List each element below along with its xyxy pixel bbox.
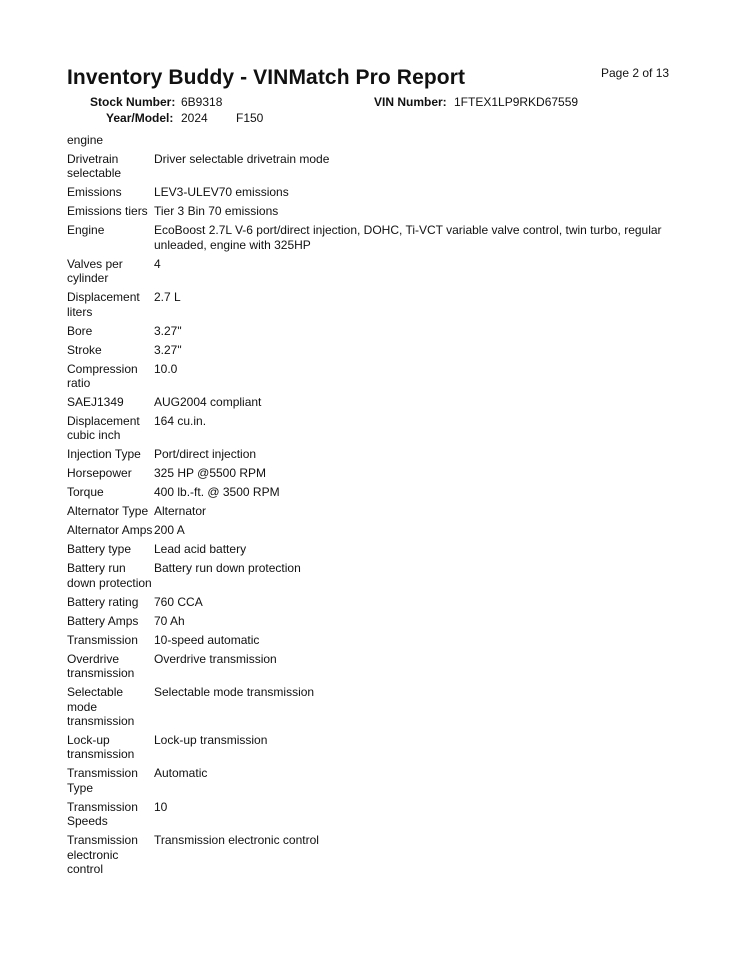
model-value: F150 xyxy=(236,111,264,125)
spec-label: Emissions xyxy=(67,185,122,200)
spec-value xyxy=(154,133,677,147)
spec-label: Battery rating xyxy=(67,594,139,609)
spec-label: Bore xyxy=(67,323,93,338)
spec-label: Displacement cubic inch xyxy=(67,414,140,443)
spec-label: Torque xyxy=(67,485,104,500)
spec-value: EcoBoost 2.7L V-6 port/direct injection, DOHC, Ti-VCT variable valve control, twin turbo, regular unleaded, engine with 325HP xyxy=(154,223,662,252)
spec-value: Lead acid battery xyxy=(154,542,247,557)
spec-value: 10 xyxy=(154,799,168,814)
spec-value: 760 CCA xyxy=(154,594,203,609)
page-number: Page 2 of 13 xyxy=(601,66,670,80)
spec-value: Transmission electronic control xyxy=(154,833,319,848)
spec-row xyxy=(67,542,677,556)
spec-label: engine xyxy=(67,133,104,147)
spec-value: 164 cu.in. xyxy=(154,414,207,429)
vin-label: VIN Number: xyxy=(374,95,447,109)
spec-label: Alternator Type xyxy=(67,504,149,519)
spec-label: Horsepower xyxy=(67,466,132,481)
spec-value: AUG2004 compliant xyxy=(154,395,262,410)
spec-row xyxy=(67,133,677,147)
spec-label: Drivetrain selectable xyxy=(67,152,122,181)
stock-number-value: 6B9318 xyxy=(181,95,223,109)
spec-label: Battery run down protection xyxy=(67,561,152,590)
spec-label: Transmission Speeds xyxy=(67,799,138,829)
spec-label: Compression ratio xyxy=(67,361,138,391)
spec-label: Valves per cylinder xyxy=(67,256,123,286)
spec-row xyxy=(67,362,677,391)
spec-label: Lock-up transmission xyxy=(67,733,135,762)
year-model-label: Year/Model: xyxy=(106,111,174,125)
spec-label: Alternator Amps xyxy=(67,523,153,538)
spec-label: Battery Amps xyxy=(67,613,139,628)
spec-row xyxy=(67,257,677,286)
spec-row xyxy=(67,523,677,537)
spec-value: 10.0 xyxy=(154,361,178,376)
spec-row xyxy=(67,561,677,590)
spec-row xyxy=(67,466,677,480)
spec-label: Displacement liters xyxy=(67,290,140,319)
spec-label: Engine xyxy=(67,223,105,238)
spec-row xyxy=(67,633,677,647)
spec-value: 70 Ah xyxy=(154,613,185,628)
spec-value: 2.7 L xyxy=(154,290,181,305)
spec-value: Tier 3 Bin 70 emissions xyxy=(154,204,279,219)
spec-value: Lock-up transmission xyxy=(154,733,268,748)
spec-value: Overdrive transmission xyxy=(154,651,277,666)
spec-row xyxy=(67,290,677,319)
spec-row xyxy=(67,766,677,795)
vin-value: 1FTEX1LP9RKD67559 xyxy=(454,95,579,109)
spec-row xyxy=(67,733,677,762)
report-title: Inventory Buddy - VINMatch Pro Report xyxy=(67,66,466,89)
spec-row xyxy=(67,395,677,409)
spec-label: Selectable mode transmission xyxy=(67,685,135,729)
spec-value: 10-speed automatic xyxy=(154,632,260,647)
spec-row xyxy=(67,652,677,681)
spec-label: SAEJ1349 xyxy=(67,395,124,410)
spec-value: 400 lb.-ft. @ 3500 RPM xyxy=(154,485,280,500)
spec-value: Selectable mode transmission xyxy=(154,685,315,700)
spec-row xyxy=(67,685,677,728)
spec-row xyxy=(67,204,677,218)
spec-label: Stroke xyxy=(67,342,102,357)
spec-label: Transmission Type xyxy=(67,766,138,795)
spec-list xyxy=(67,133,677,881)
spec-value: 3.27" xyxy=(154,342,182,357)
spec-value: Port/direct injection xyxy=(154,447,257,462)
spec-row xyxy=(67,343,677,357)
year-value: 2024 xyxy=(181,111,208,125)
spec-value: Alternator xyxy=(154,504,207,519)
spec-row xyxy=(67,185,677,199)
spec-row xyxy=(67,614,677,628)
spec-value: Automatic xyxy=(154,766,208,781)
spec-row xyxy=(67,595,677,609)
spec-row xyxy=(67,833,677,876)
spec-value: 325 HP @5500 RPM xyxy=(154,466,267,481)
spec-row xyxy=(67,800,677,829)
spec-label: Overdrive transmission xyxy=(67,651,135,681)
spec-row xyxy=(67,324,677,338)
spec-label: Injection Type xyxy=(67,447,141,462)
spec-value: 3.27" xyxy=(154,323,182,338)
spec-value: Battery run down protection xyxy=(154,561,301,576)
spec-row xyxy=(67,504,677,518)
spec-label: Emissions tiers xyxy=(67,204,148,219)
spec-value: Driver selectable drivetrain mode xyxy=(154,152,330,166)
spec-value: 200 A xyxy=(154,523,185,538)
spec-label: Battery type xyxy=(67,542,132,557)
spec-value: LEV3-ULEV70 emissions xyxy=(154,185,289,200)
spec-row xyxy=(67,485,677,499)
spec-row xyxy=(67,447,677,461)
spec-label: Transmission electronic control xyxy=(67,833,138,877)
spec-value: 4 xyxy=(154,256,161,271)
spec-row xyxy=(67,223,677,252)
stock-number-label: Stock Number: xyxy=(90,95,176,109)
spec-row xyxy=(67,152,677,181)
spec-label: Transmission xyxy=(67,632,138,647)
spec-row xyxy=(67,414,677,443)
